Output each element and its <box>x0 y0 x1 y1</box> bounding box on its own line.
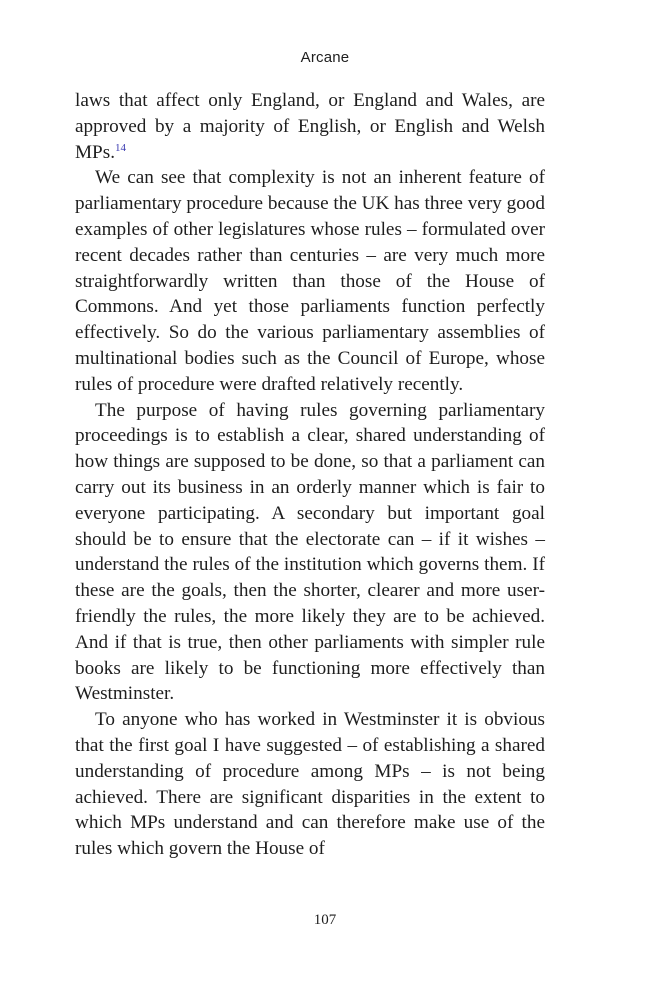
paragraph-text: laws that affect only England, or England and Wales, are approved by a majority of English, or English and Welsh MPs. <box>75 90 545 163</box>
footnote-reference[interactable]: 14 <box>115 141 126 154</box>
page-number: 107 <box>313 912 337 928</box>
paragraph-3: The purpose of having rules governing parliamentary proceedings is to establish a clear, shared understanding of how things are supposed to be done, so that a parliament can carry out its business in an orderly manner which is fair to everyone participating. A secondary but important goal should be to ensure that the electorate can – if it wishes – understand the rules of the institution which governs them. If these are the goals, then the shorter, clearer and more user-friendly the rules, the more likely they are to be achieved. And if that is true, then other parliaments with simpler rule books are likely to be functioning more effectively than Westminster. <box>75 399 545 705</box>
body-text <box>75 88 545 862</box>
running-head: Arcane <box>300 49 350 66</box>
paragraph-1 <box>75 88 545 165</box>
paragraph-4: To anyone who has worked in Westminster it is obvious that the first goal I have suggested – of establishing a shared understanding of procedure among MPs – is not being achieved. There are significant disparities in the extent to which MPs understand and can therefore make use of the rules which govern the House of <box>75 709 545 860</box>
paragraph-2: We can see that complexity is not an inherent feature of parliamentary procedure because the UK has three very good examples of other legislatures whose rules – formulated over recent decades rather than centuries – are very much more straightforwardly written than those of the House of Commons. And yet those parliaments function perfectly effectively. So do the various parliamentary assemblies of multinational bodies such as the Council of Europe, whose rules of procedure were drafted relatively recently. <box>75 167 545 395</box>
